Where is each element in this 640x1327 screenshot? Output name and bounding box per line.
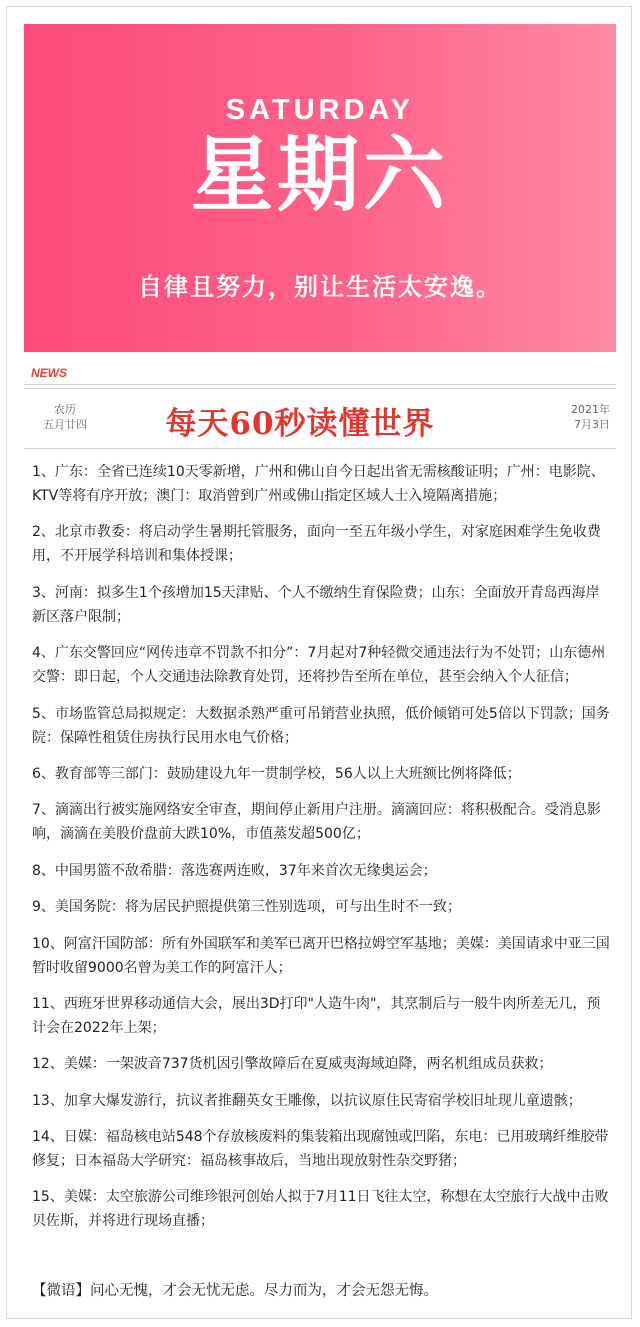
lunar-day: 五月廿四 [43,418,87,431]
masthead-title: 每天60秒读懂世界 [165,406,435,442]
news-item-12: 12、美媒：一架波音737货机因引擎故障后在夏威夷海域迫降，两名机组成员获救； [32,1056,553,1073]
footer-quote: 【微语】问心无愧，才会无忧无虑。尽力而为，才会无怨无悔。 [32,1283,438,1299]
news-item-11: 11、西班牙世界移动通信大会，展出3D打印"人造牛肉"，其烹制后与一般牛肉所差无几，预计会在2022年上架； [32,995,601,1036]
lunar-label: 农历 [54,403,76,416]
news-item-5: 5、市场监管总局拟规定：大数据杀熟严重可吊销营业执照，低价倾销可处5倍以下罚款；国务院：保障性租赁住房执行民用水电气价格； [32,705,610,746]
news-item-9: 9、美国务院：将为居民护照提供第三性别选项，可与出生时不一致； [32,899,461,916]
news-item-7: 7、滴滴出行被实施网络安全审查，期间停止新用户注册。滴滴回应：将积极配合。受消息影响，滴滴在美股价盘前大跌10%，市值蒸发超500亿； [32,802,601,843]
news-item-3: 3、河南：拟多生1个孩增加15天津贴、个人不缴纳生育保险费；山东：全面放开青岛西海岸新区落户限制； [32,584,600,625]
date-month-day: 7月3日 [574,418,610,431]
news-item-1: 1、广东：全省已连续10天零新增，广州和佛山自今日起出省无需核酸证明；广州：电影院、KTV等将有序开放；澳门：取消曾到广州或佛山指定区域人士入境隔离措施； [32,464,605,504]
news-item-8: 8、中国男篮不敌希腊：落选赛两连败，37年来首次无缘奥运会； [32,862,437,879]
divider-top-secondary [24,388,616,389]
news-item-13: 13、加拿大爆发游行，抗议者推翻英女王雕像，以抗议原住民寄宿学校旧址现儿童遗骸； [32,1092,582,1109]
header-banner [24,24,616,352]
weekday-chinese: 星期六 [190,128,449,223]
news-item-6: 6、教育部等三部门：鼓励建设九年一贯制学校，56人以上大班额比例将降低； [32,765,521,782]
news-item-14: 14、日媒：福岛核电站548个存放核废料的集装箱出现腐蚀或凹陷，东电：已用玻璃纤维胶带修复；日本福岛大学研究：福岛核事故后，当地出现放射性杂交野猪； [32,1129,609,1170]
divider-top [24,384,616,385]
news-item-15: 15、美媒：太空旅游公司维珍银河创始人拟于7月11日飞往太空，称想在太空旅行大战中击败贝佐斯，并将进行现场直播； [32,1189,609,1230]
news-list [32,460,612,1246]
news-item-10: 10、阿富汗国防部：所有外国联军和美军已离开巴格拉姆空军基地；美媒：美国请求中亚三国暂时收留9000名曾为美工作的阿富汗人； [32,935,610,976]
date-year: 2021年 [571,403,610,416]
banner-slogan: 自律且努力，别让生活太安逸。 [138,273,502,301]
news-item-4: 4、广东交警回应“网传违章不罚款不扣分”：7月起对7种轻微交通违法行为不处罚；山东德州交警：即日起，个人交通违法除教育处罚，还将抄告至所在单位，甚至会纳入个人征信； [32,645,606,686]
gregorian-date [540,402,610,432]
news-item-2: 2、北京市教委：将启动学生暑期托管服务，面向一至五年级小学生，对家庭困难学生免收费用，不开展学科培训和集体授课； [32,524,601,565]
lunar-date [30,402,100,432]
news-section-label: NEWS [31,366,67,380]
divider-bottom [24,448,616,449]
weekday-english: SATURDAY [225,94,415,126]
